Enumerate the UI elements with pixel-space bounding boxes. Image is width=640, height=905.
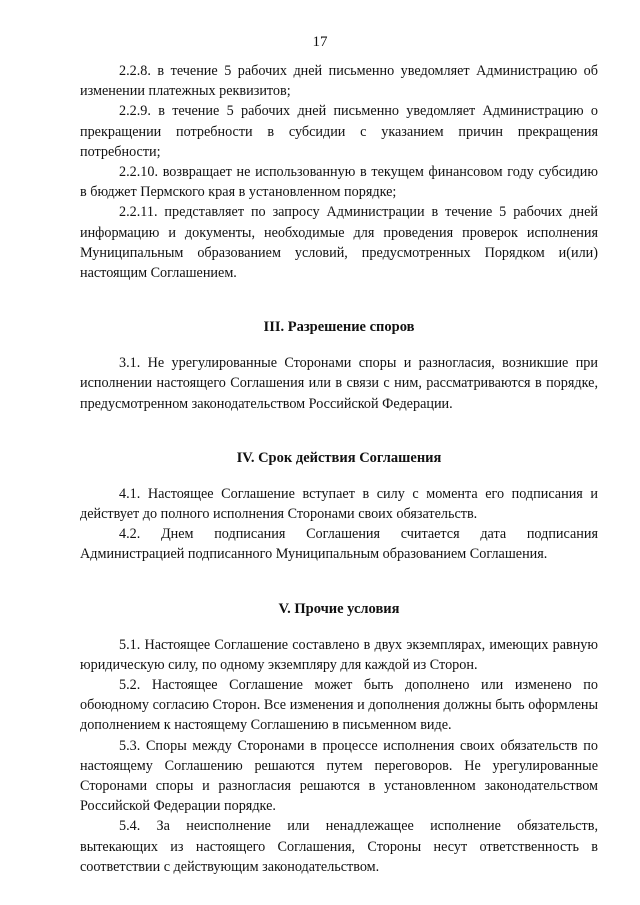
section-heading-other-terms: V. Прочие условия <box>278 600 400 617</box>
clause-2-2-10: 2.2.10. возвращает не использованную в текущем финансовом году субсидию в бюджет Пермского края в установленном порядке; <box>80 164 598 201</box>
page-number: 17 <box>312 34 328 50</box>
clause-2-2-11: 2.2.11. представляет по запросу Администрации в течение 5 рабочих дней информацию и документы, необходимые для проведения проверок исполнения Муниципальным образованием условий, предусмотренных Порядком и(или) настоящим Соглашением. <box>80 204 598 282</box>
clause-5-2: 5.2. Настоящее Соглашение может быть дополнено или изменено по обоюдному согласию Сторон. Все изменения и дополнения должны быть оформлены дополнением к настоящему Соглашению в письменном виде. <box>80 677 598 734</box>
clause-5-3: 5.3. Споры между Сторонами в процессе исполнения своих обязательств по настоящему Соглашению решаются путем переговоров. Не урегулированные Сторонами споры и разногласия решаются в установленном законодательством Российской Федерации порядке. <box>80 737 598 815</box>
clause-2-2-9: 2.2.9. в течение 5 рабочих дней письменно уведомляет Администрацию о прекращении потребности в субсидии с указанием причин прекращения потребности; <box>80 103 598 160</box>
clause-4-2: 4.2. Днем подписания Соглашения считается дата подписания Администрацией подписанного Муниципальным образованием Соглашения. <box>80 526 598 563</box>
clause-3-1: 3.1. Не урегулированные Сторонами споры и разногласия, возникшие при исполнении настоящего Соглашения или в связи с ним, рассматриваются в порядке, предусмотренном законодательством Российской Федерации. <box>80 355 598 412</box>
clause-4-1: 4.1. Настоящее Соглашение вступает в силу с момента его подписания и действует до полного исполнения Сторонами своих обязательств. <box>80 485 598 523</box>
section-heading-disputes: III. Разрешение споров <box>263 319 415 336</box>
clause-5-1: 5.1. Настоящее Соглашение составлено в двух экземплярах, имеющих равную юридическую силу, по одному экземпляру для каждой из Сторон. <box>80 636 598 673</box>
document-body <box>80 61 598 877</box>
clause-5-4: 5.4. За неисполнение или ненадлежащее исполнение обязательств, вытекающих из настоящего Соглашения, Стороны несут ответственность в соответствии с действующим законодательством. <box>80 818 598 875</box>
clause-2-2-8: 2.2.8. в течение 5 рабочих дней письменно уведомляет Администрацию об изменении платежных реквизитов; <box>80 63 598 100</box>
section-heading-term: IV. Срок действия Соглашения <box>236 449 442 466</box>
